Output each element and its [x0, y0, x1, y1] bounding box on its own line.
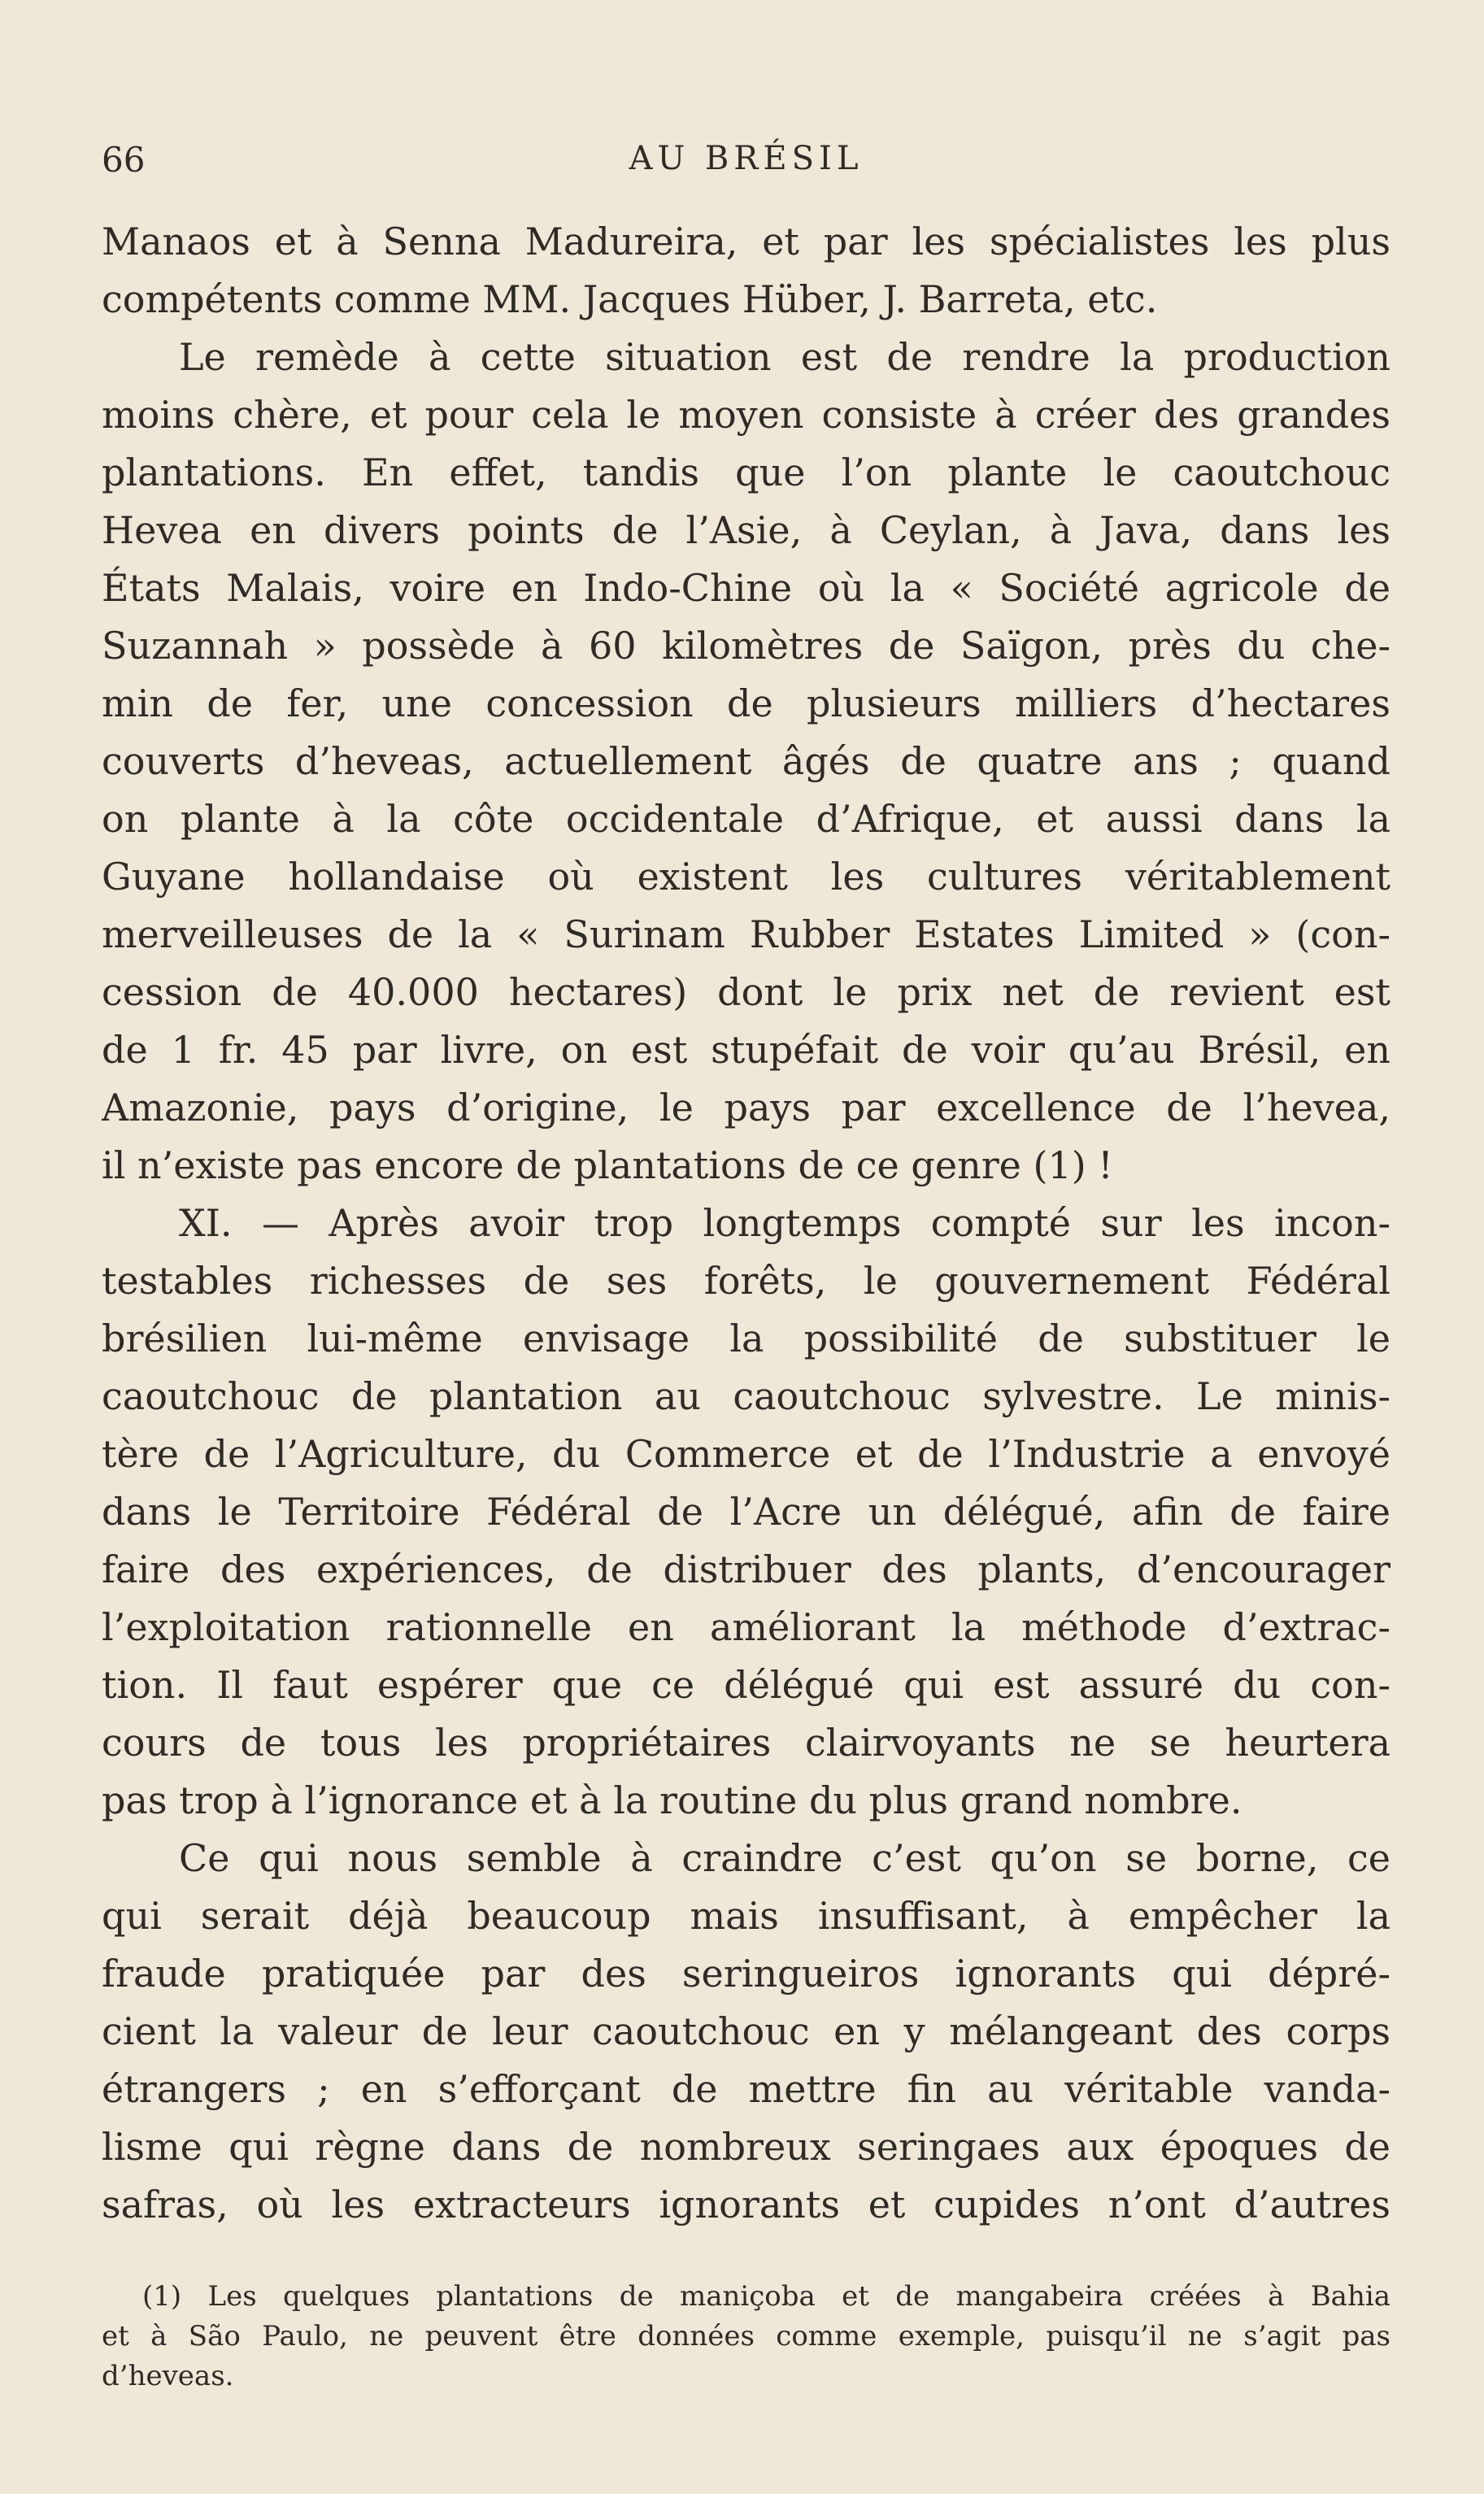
footnote [102, 2277, 1390, 2396]
text-line: XI. — Après avoir trop longtemps compté sur les incon- [179, 1201, 1390, 1245]
text-line: couverts d’heveas, actuellement âgés de quatre ans ; quand [102, 739, 1390, 783]
text-line: pas trop à l’ignorance et à la routine du plus grand nombre. [102, 1778, 1242, 1822]
text-line: Ce qui nous semble à craindre c’est qu’on se borne, ce [179, 1836, 1390, 1880]
text-line: Suzannah » possède à 60 kilomètres de Saïgon, près du che- [102, 624, 1390, 668]
text-line: l’exploitation rationnelle en améliorant la méthode d’extrac- [102, 1605, 1390, 1649]
text-line: compétents comme MM. Jacques Hüber, J. Barreta, etc. [102, 277, 1158, 321]
text-line: Le remède à cette situation est de rendre la production [179, 335, 1390, 379]
text-line: lisme qui règne dans de nombreux seringaes aux époques de [102, 2125, 1390, 2169]
text-line: testables richesses de ses forêts, le gouvernement Fédéral [102, 1259, 1390, 1303]
text-line: tion. Il faut espérer que ce délégué qui est assuré du con- [102, 1663, 1390, 1707]
footnote-line: (1) Les quelques plantations de maniçoba et de mangabeira créées à Bahia [142, 2280, 1390, 2313]
text-line: tère de l’Agriculture, du Commerce et de l’Industrie a envoyé [102, 1432, 1390, 1476]
text-line: de 1 fr. 45 par livre, on est stupéfait de voir qu’au Brésil, en [102, 1028, 1390, 1072]
text-line: il n’existe pas encore de plantations de ce genre (1) ! [102, 1143, 1113, 1187]
text-line: qui serait déjà beaucoup mais insuffisant, à empêcher la [102, 1894, 1390, 1938]
text-line: caoutchouc de plantation au caoutchouc sylvestre. Le minis- [102, 1374, 1390, 1418]
text-line: étrangers ; en s’efforçant de mettre fin au véritable vanda- [102, 2067, 1390, 2111]
text-line: cession de 40.000 hectares) dont le prix net de revient est [102, 970, 1390, 1014]
page-number: 66 [102, 140, 146, 180]
text-line: faire des expériences, de distribuer des plants, d’encourager [102, 1547, 1390, 1591]
text-line: brésilien lui-même envisage la possibilité de substituer le [102, 1317, 1390, 1360]
footnote-line: et à São Paulo, ne peuvent être données comme exemple, puisqu’il ne s’agit pas [102, 2320, 1390, 2353]
page-header [102, 140, 1390, 189]
text-line: cours de tous les propriétaires clairvoyants ne se heurtera [102, 1721, 1390, 1765]
text-line: moins chère, et pour cela le moyen consiste à créer des grandes [102, 393, 1390, 437]
text-line: cient la valeur de leur caoutchouc en y mélangeant des corps [102, 2009, 1390, 2053]
text-line: min de fer, une concession de plusieurs milliers d’hectares [102, 681, 1390, 725]
text-line: safras, où les extracteurs ignorants et cupides n’ont d’autres [102, 2183, 1390, 2226]
body-text [102, 213, 1390, 2234]
running-title: AU BRÉSIL [629, 140, 864, 177]
text-line: dans le Territoire Fédéral de l’Acre un délégué, afin de faire [102, 1490, 1390, 1534]
footnote-line: d’heveas. [102, 2360, 234, 2392]
text-line: on plante à la côte occidentale d’Afrique, et aussi dans la [102, 797, 1390, 841]
text-line: fraude pratiquée par des seringueiros ignorants qui dépré- [102, 1952, 1390, 1996]
text-line: Hevea en divers points de l’Asie, à Ceylan, à Java, dans les [102, 508, 1390, 552]
text-line: Guyane hollandaise où existent les cultures véritablement [102, 855, 1390, 899]
text-line: merveilleuses de la « Surinam Rubber Estates Limited » (con- [102, 912, 1390, 956]
text-line: Manaos et à Senna Madureira, et par les spécialistes les plus [102, 220, 1390, 263]
text-line: Amazonie, pays d’origine, le pays par excellence de l’hevea, [102, 1086, 1390, 1129]
text-line: plantations. En effet, tandis que l’on plante le caoutchouc [102, 450, 1390, 494]
text-line: États Malais, voire en Indo-Chine où la « Société agricole de [102, 566, 1390, 610]
